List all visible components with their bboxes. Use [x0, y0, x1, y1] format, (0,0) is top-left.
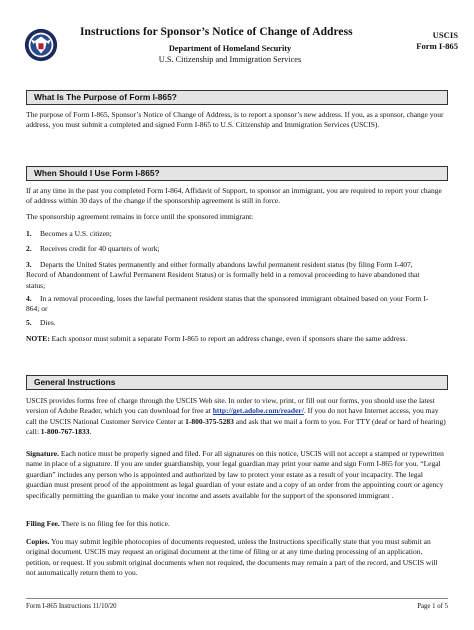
- form-id: [388, 30, 458, 52]
- agency-name: U.S. Citizenship and Immigration Services: [158, 55, 302, 64]
- list-number: 5.: [26, 318, 32, 327]
- list-text: Departs the United States permanently and either formally abandons lawful permanent resident status (by filing Form I-407, Record of Abandonment of Lawful Permanent Resident Status) or is formally held in a removal proceeding to have abandoned that status;: [26, 260, 420, 290]
- list-text: Becomes a U.S. citizen;: [40, 229, 112, 238]
- list-number: 2.: [26, 244, 32, 253]
- footer-divider: [26, 598, 448, 599]
- list-text: Dies.: [40, 318, 56, 327]
- section-heading-when: When Should I Use Form I-865?: [26, 166, 448, 181]
- forms-paragraph: [26, 396, 448, 438]
- list-text: Receives credit for 40 quarters of work;: [40, 244, 160, 253]
- forms-text: . If you do not have Internet access, you may call the USCIS National Customer Service Center at: [26, 406, 439, 426]
- list-number: 1.: [26, 229, 32, 238]
- nccc-phone: 1-800-375-5283: [185, 416, 234, 426]
- page-title: Instructions for Sponsor’s Notice of Change of Address: [80, 26, 353, 38]
- tty-phone: 1-800-767-1833: [40, 427, 90, 437]
- note-paragraph: [26, 334, 448, 344]
- footer-page-number: Page 1 of 5: [417, 603, 448, 610]
- filing-fee-label: Filing Fee.: [26, 519, 60, 528]
- purpose-paragraph: The purpose of Form I-865, Sponsor’s Notice of Change of Address, is to report a sponsor’s new address. If you, as a sponsor, change your address, you must submit a completed and signed Form I-865 to U.S. Citizenship and Immigration Services (USCIS).: [26, 110, 444, 130]
- signature-paragraph: [26, 449, 448, 501]
- department-name: Department of Homeland Security: [168, 44, 292, 53]
- adobe-reader-link[interactable]: http://get.adobe.com/reader/: [212, 406, 304, 416]
- section-heading-general: General Instructions: [26, 375, 448, 390]
- section-heading-purpose: What Is The Purpose of Form I-865?: [26, 90, 448, 105]
- footer-form-edition: Form I-865 Instructions 11/10/20: [26, 603, 117, 610]
- note-text: Each sponsor must submit a separate Form I-865 to report an address change, even if sponsors share the same address.: [49, 334, 408, 343]
- copies-text: You may submit legible photocopies of documents requested, unless the Instructions specifically state that you must submit an original document. USCIS may request an original document at the time of filing or at any time during processing of an application, petition, or request. If you submit original documents when not required, the documents may remain a part of the record, and USCIS will not automatically return them to you.: [26, 537, 438, 578]
- list-number: 4.: [26, 294, 32, 303]
- filing-fee-text: There is no filing fee for this notice.: [59, 519, 170, 528]
- filing-fee-paragraph: [26, 519, 448, 529]
- form-number: Form I-865: [416, 41, 458, 51]
- agency-code: USCIS: [432, 30, 458, 40]
- copies-paragraph: [26, 537, 448, 579]
- list-number: 3.: [26, 260, 32, 269]
- dhs-seal-icon: [24, 28, 58, 62]
- signature-text: Each notice must be properly signed and filed. For all signatures on this notice, USCIS will not accept a stamped or typewritten name in place of a signature. If you are under guardianship, your legal guardian may print your name and sign Form I-865 for you. “Legal guardian” includes any person who is appointed and authorized by law to protect your estate as a result of your incapacity. The legal guardian must present proof of the appointment as legal guardian of your estate and a copy of an order from the appointing court or agency specifically permitting the guardian to make your income and assets available for the support of the sponsored immigrant .: [26, 449, 444, 500]
- copies-label: Copies.: [26, 537, 50, 546]
- forms-text: USCIS provides forms free of charge through the USCIS Web site. In order to view, print, or fill out our forms, you should use the latest version of Adobe Reader, which you can download for free at: [26, 396, 435, 416]
- list-text: In a removal proceeding, loses the lawful permanent resident status that the sponsored immigrant obtained based on your Form I-864; or: [26, 294, 429, 314]
- signature-label: Signature.: [26, 449, 59, 458]
- note-label: NOTE:: [26, 334, 50, 343]
- when-intro: The sponsorship agreement remains in force until the sponsored immigrant:: [26, 212, 254, 221]
- forms-text: and ask that we mail a form to you. For TTY (deaf or hard of hearing) call:: [26, 416, 446, 437]
- when-paragraph: If at any time in the past you completed Form I-864, Affidavit of Support, to sponsor an immigrant, you are required to report your change of address within 30 days of the change if the sponsorship agreement is still in force.: [26, 186, 442, 206]
- forms-text: .: [89, 427, 92, 437]
